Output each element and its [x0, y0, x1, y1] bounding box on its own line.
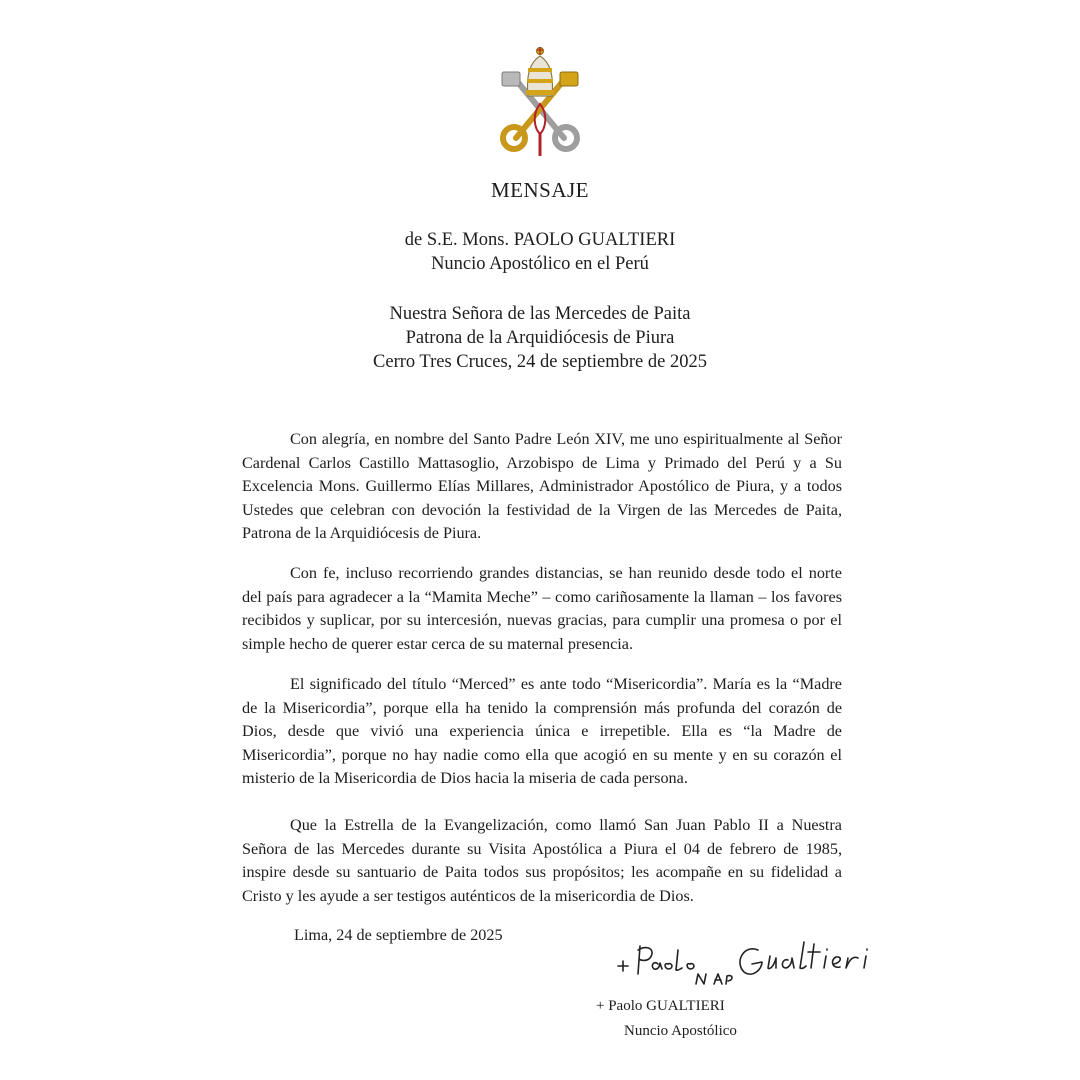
papal-keys-crest-icon [494, 46, 586, 158]
signer-title: Nuncio Apostólico [624, 1023, 737, 1039]
occasion-line-2: Patrona de la Arquidiócesis de Piura [405, 328, 675, 348]
place-date: Lima, 24 de septiembre de 2025 [294, 926, 503, 944]
sender-block [0, 228, 1080, 276]
sender-position: Nuncio Apostólico en el Perú [431, 254, 649, 274]
signer-block [596, 994, 737, 1044]
sender-name: de S.E. Mons. PAOLO GUALTIERI [404, 230, 676, 250]
document-title: MENSAJE [490, 178, 589, 202]
occasion-line-1: Nuestra Señora de las Mercedes de Paita [389, 304, 691, 324]
handwritten-signature [612, 936, 882, 996]
signer-name: + Paolo GUALTIERI [596, 998, 725, 1014]
body-paragraph-1: Con alegría, en nombre del Santo Padre León XIV, me uno espiritualmente al Señor Cardenal Carlos Castillo Mattasoglio, Arzobispo de Lima y Primado del Perú y a Su Excelencia Mons. Guillermo Elías Millares, Administrador Apostólico de Piura, y a todos Ustedes que celebran con devoción la festividad de la Virgen de las Mercedes de Paita, Patrona de la Arquidiócesis de Piura. [242, 430, 842, 543]
body-paragraph-4: Que la Estrella de la Evangelización, como llamó San Juan Pablo II a Nuestra Señora de las Mercedes durante su Visita Apostólica a Piura el 04 de febrero de 1985, inspire desde su santuario de Paita todos sus propósitos; les acompañe en su fidelidad a Cristo y les ayude a ser testigos auténticos de la misericordia de Dios. [242, 816, 842, 905]
occasion-block [0, 302, 1080, 374]
occasion-line-3: Cerro Tres Cruces, 24 de septiembre de 2025 [373, 352, 707, 372]
body-paragraph-3: El significado del título “Merced” es ante todo “Misericordia”. María es la “Madre de la Misericordia”, porque ella ha tenido la comprensión más profunda del corazón de Dios, desde que vivió una experiencia única e irrepetible. Ella es “la Madre de Misericordia”, porque no hay nadie como ella que acogió en su mente y en su corazón el misterio de la Misericordia de Dios hacia la miseria de cada persona. [242, 675, 842, 788]
body-paragraph-2: Con fe, incluso recorriendo grandes distancias, se han reunido desde todo el norte del país para agradecer a la “Mamita Meche” – como cariñosamente la llaman – los favores recibidos y suplicar, por su intercesión, nuevas gracias, para cumplir una promesa o por el simple hecho de querer estar cerca de su maternal presencia. [242, 564, 842, 653]
